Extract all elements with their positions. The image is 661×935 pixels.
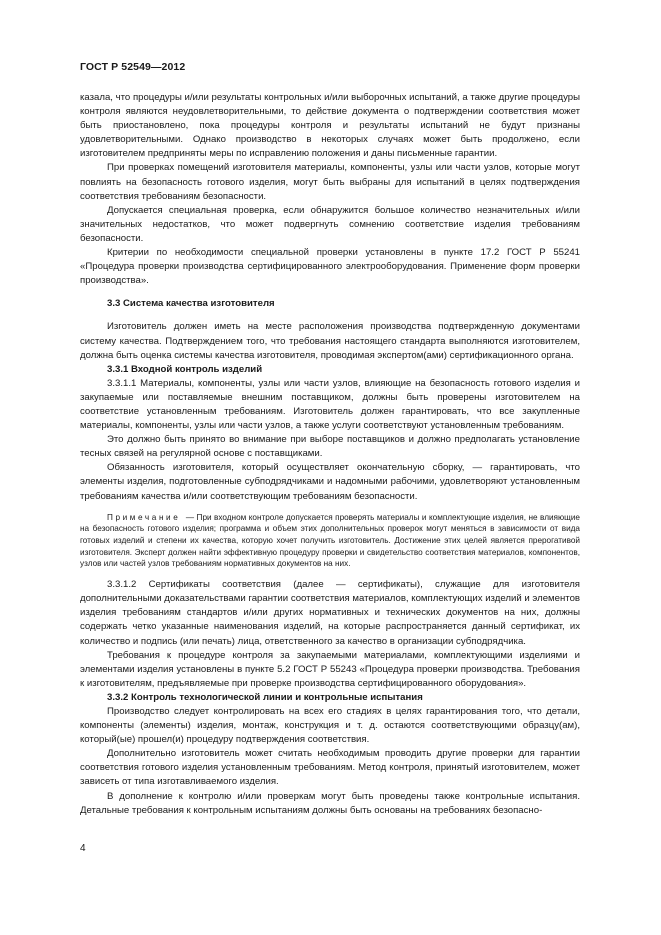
paragraph: казала, что процедуры и/или результаты контрольных и/или выборочных испытаний, а также другие процедуры контроля являются неудовлетворительными, то действие документа о подтверждении соответствия может быть приостановлено, пока процедуры контроля и результаты испытаний не будут признаны удовлетворительными. Однако производство в некоторых случаях может быть продолжено, если изготовителем предприняты меры по исправлению положения и даны письменные гарантии. (80, 92, 580, 160)
document-body (80, 91, 580, 818)
paragraph: В дополнение к контролю и/или проверкам могут быть проведены также контрольные испытания. Детальные требования к контрольным испытаниям должны быть основаны на требованиях безопасно- (80, 790, 580, 816)
paragraph: Требования к процедуре контроля за закупаемыми материалами, комплектующими изделиями и элементами изделия установлены в пункте 5.2 ГОСТ Р 55243 «Процедура проверки производства. Требования к изготовителям, предъявляемые при проверке производства сертифицированного оборудования». (80, 649, 580, 689)
paragraph: Это должно быть принято во внимание при выборе поставщиков и должно предполагать установление тесных связей на регулярной основе с поставщиками. (80, 434, 580, 460)
paragraph: 3.3.1.1 Материалы, компоненты, узлы или части узлов, влияющие на безопасность готового изделия и закупаемые или поставляемые внешним поставщиком, должны быть проверены изготовителем на соответствие установленным требованиям. Изготовитель должен гарантировать, что все закупленные материалы, компоненты, узлы или части узлов, а также услуги соответствуют установленным требованиям. (80, 377, 580, 432)
paragraph: Производство следует контролировать на всех его стадиях в целях гарантирования того, что детали, компоненты (элементы) изделия, монтаж, конструкция и т. д. остаются соответствующими образцу(ам), который(ые) прошел(и) процедуру подтверждения соответствия. (80, 705, 580, 746)
paragraph: Обязанность изготовителя, который осуществляет окончательную сборку, — гарантировать, что элементы изделия, подготовленные субподрядчиками и надомными рабочими, удовлетворяют установленным требованиям качества и/или соответствующим требованиям безопасности. (80, 462, 580, 502)
paragraph: Изготовитель должен иметь на месте расположения производства подтвержденную документами систему качества. Подтверждением того, что требования настоящего стандарта выполняются изготовителем, должна быть оценка системы качества изготовителя, проводимая экспертом(ами) сертификационного органа. (80, 321, 580, 361)
note-text: — При входном контроле допускается проверять материалы и комплектующие изделия, не влияющие на безопасность готового изделия; программа и объем этих дополнительных проверок могут меняться в зависимости от вида готовых изделий и степени их качества, которую хочет получить изготовитель. Достижение этих целей является прерогативой изготовителя. Эксперт должен найти эффективную процедуру проверки и свидетельство соответствия материалов, компонентов, узлов или частей узлов требованиям нормативных документов на них. (80, 512, 580, 569)
paragraph: При проверках помещений изготовителя материалы, компоненты, узлы или части узлов, которые могут повлиять на безопасность готового изделия, могут быть выбраны для испытаний в целях подтверждения соответствия требованиям безопасности. (80, 162, 580, 202)
paragraph: Допускается специальная проверка, если обнаружится большое количество незначительных и/или значительных недостатков, что может подвергнуть сомнению соответствие изделия требованиям безопасности. (80, 204, 580, 244)
note (80, 512, 580, 571)
paragraph: 3.3.1.2 Сертификаты соответствия (далее — сертификаты), служащие для изготовителя дополнительными доказательствами гарантии соответствия материалов, комплектующих изделий и элементов изделия требованиям стандартов и/или других нормативных и технических документов на них, должны содержать четко указанные наименования изделий, на которые распространяется данный сертификат, их количество и подпись (или печать) лица, ответственного за качество в организации субподрядчика. (80, 579, 580, 647)
note-label: Примечание (107, 512, 181, 522)
document-header: ГОСТ Р 52549—2012 (80, 61, 186, 73)
page-number: 4 (80, 843, 86, 854)
subsection-heading: 3.3.2 Контроль технологической линии и контрольные испытания (107, 691, 423, 703)
section-heading: 3.3 Система качества изготовителя (107, 298, 275, 310)
paragraph: Критерии по необходимости специальной проверки установлены в пункте 17.2 ГОСТ Р 55241 «Процедура проверки производства сертифицированного электрооборудования. Применение форм проверки производства». (80, 247, 580, 287)
paragraph: Дополнительно изготовитель может считать необходимым проводить другие проверки для гарантии соответствия готового изделия установленным требованиям. Метод контроля, принятый изготовителем, может зависеть от типа изготавливаемого изделия. (80, 748, 580, 788)
subsection-heading: 3.3.1 Входной контроль изделий (107, 363, 263, 375)
